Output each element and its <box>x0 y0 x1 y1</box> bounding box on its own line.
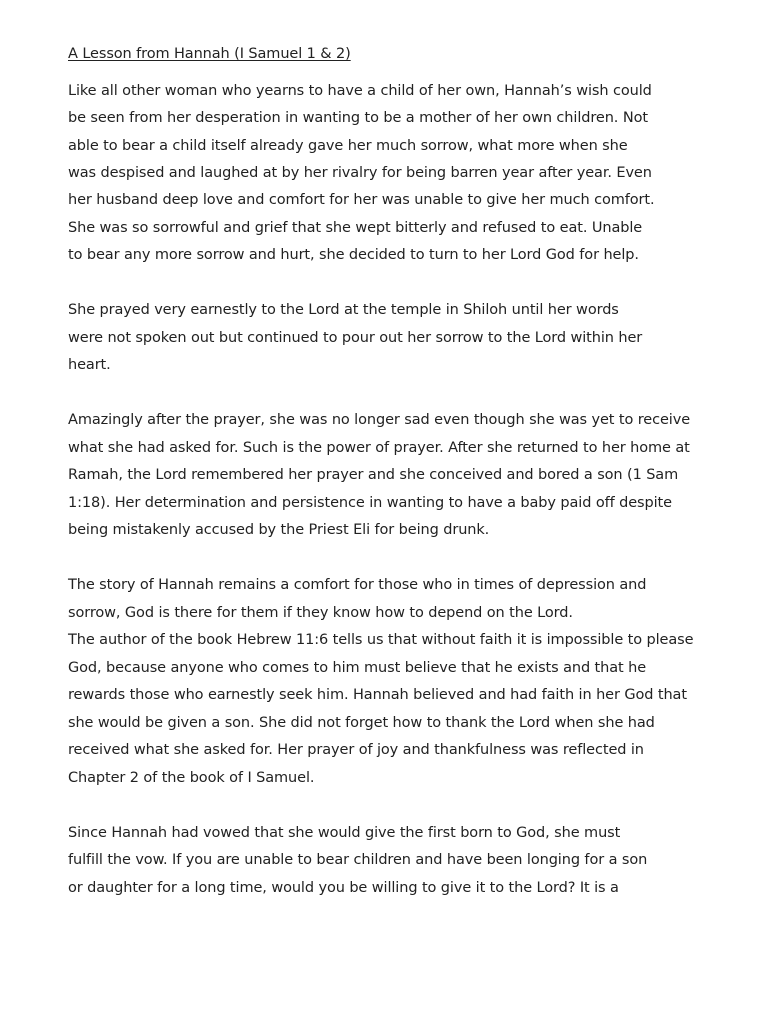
paragraph-line: was despised and laughed at by her rivalry for being barren year after year. Even <box>68 165 652 181</box>
paragraph-line: 1:18). Her determination and persistence in wanting to have a baby paid off despite <box>68 495 672 511</box>
paragraph-line: received what she asked for. Her prayer of joy and thankfulness was reflected in <box>68 742 644 758</box>
paragraph-line: rewards those who earnestly seek him. Hannah believed and had faith in her God that <box>68 687 687 703</box>
paragraph-line: what she had asked for. Such is the power of prayer. After she returned to her home at <box>68 440 690 456</box>
paragraph-line: were not spoken out but continued to pour out her sorrow to the Lord within her <box>68 330 643 346</box>
paragraph-line: she would be given a son. She did not forget how to thank the Lord when she had <box>68 715 655 731</box>
paragraph-line: be seen from her desperation in wanting to be a mother of her own children. Not <box>68 110 648 126</box>
paragraph-line: to bear any more sorrow and hurt, she decided to turn to her Lord God for help. <box>68 247 639 263</box>
paragraph-line: or daughter for a long time, would you be willing to give it to the Lord? It is a <box>68 880 619 896</box>
paragraph-line: sorrow, God is there for them if they know how to depend on the Lord. <box>68 605 573 621</box>
paragraph-line: Ramah, the Lord remembered her prayer and she conceived and bored a son (1 Sam <box>68 467 679 483</box>
document-title: A Lesson from Hannah (I Samuel 1 & 2) <box>68 46 351 62</box>
paragraph-line: God, because anyone who comes to him must believe that he exists and that he <box>68 660 647 676</box>
paragraph-line: Chapter 2 of the book of I Samuel. <box>68 770 315 786</box>
paragraph-line: her husband deep love and comfort for her was unable to give her much comfort. <box>68 192 655 208</box>
paragraph-line: able to bear a child itself already gave her much sorrow, what more when she <box>68 138 628 154</box>
paragraph-line: Like all other woman who yearns to have a child of her own, Hannah’s wish could <box>68 83 652 99</box>
paragraph-line: She was so sorrowful and grief that she wept bitterly and refused to eat. Unable <box>68 220 643 236</box>
paragraph-line: heart. <box>68 357 111 373</box>
paragraph-line: The author of the book Hebrew 11:6 tells us that without faith it is impossible to please <box>68 632 694 648</box>
paragraph-line: fulfill the vow. If you are unable to bear children and have been longing for a son <box>68 852 648 868</box>
paragraph-line: Amazingly after the prayer, she was no longer sad even though she was yet to receive <box>68 412 691 428</box>
paragraph-line: She prayed very earnestly to the Lord at the temple in Shiloh until her words <box>68 302 619 318</box>
paragraph-line: The story of Hannah remains a comfort for those who in times of depression and <box>68 577 647 593</box>
paragraph-line: Since Hannah had vowed that she would give the first born to God, she must <box>68 825 621 841</box>
paragraph-line: being mistakenly accused by the Priest Eli for being drunk. <box>68 522 490 538</box>
